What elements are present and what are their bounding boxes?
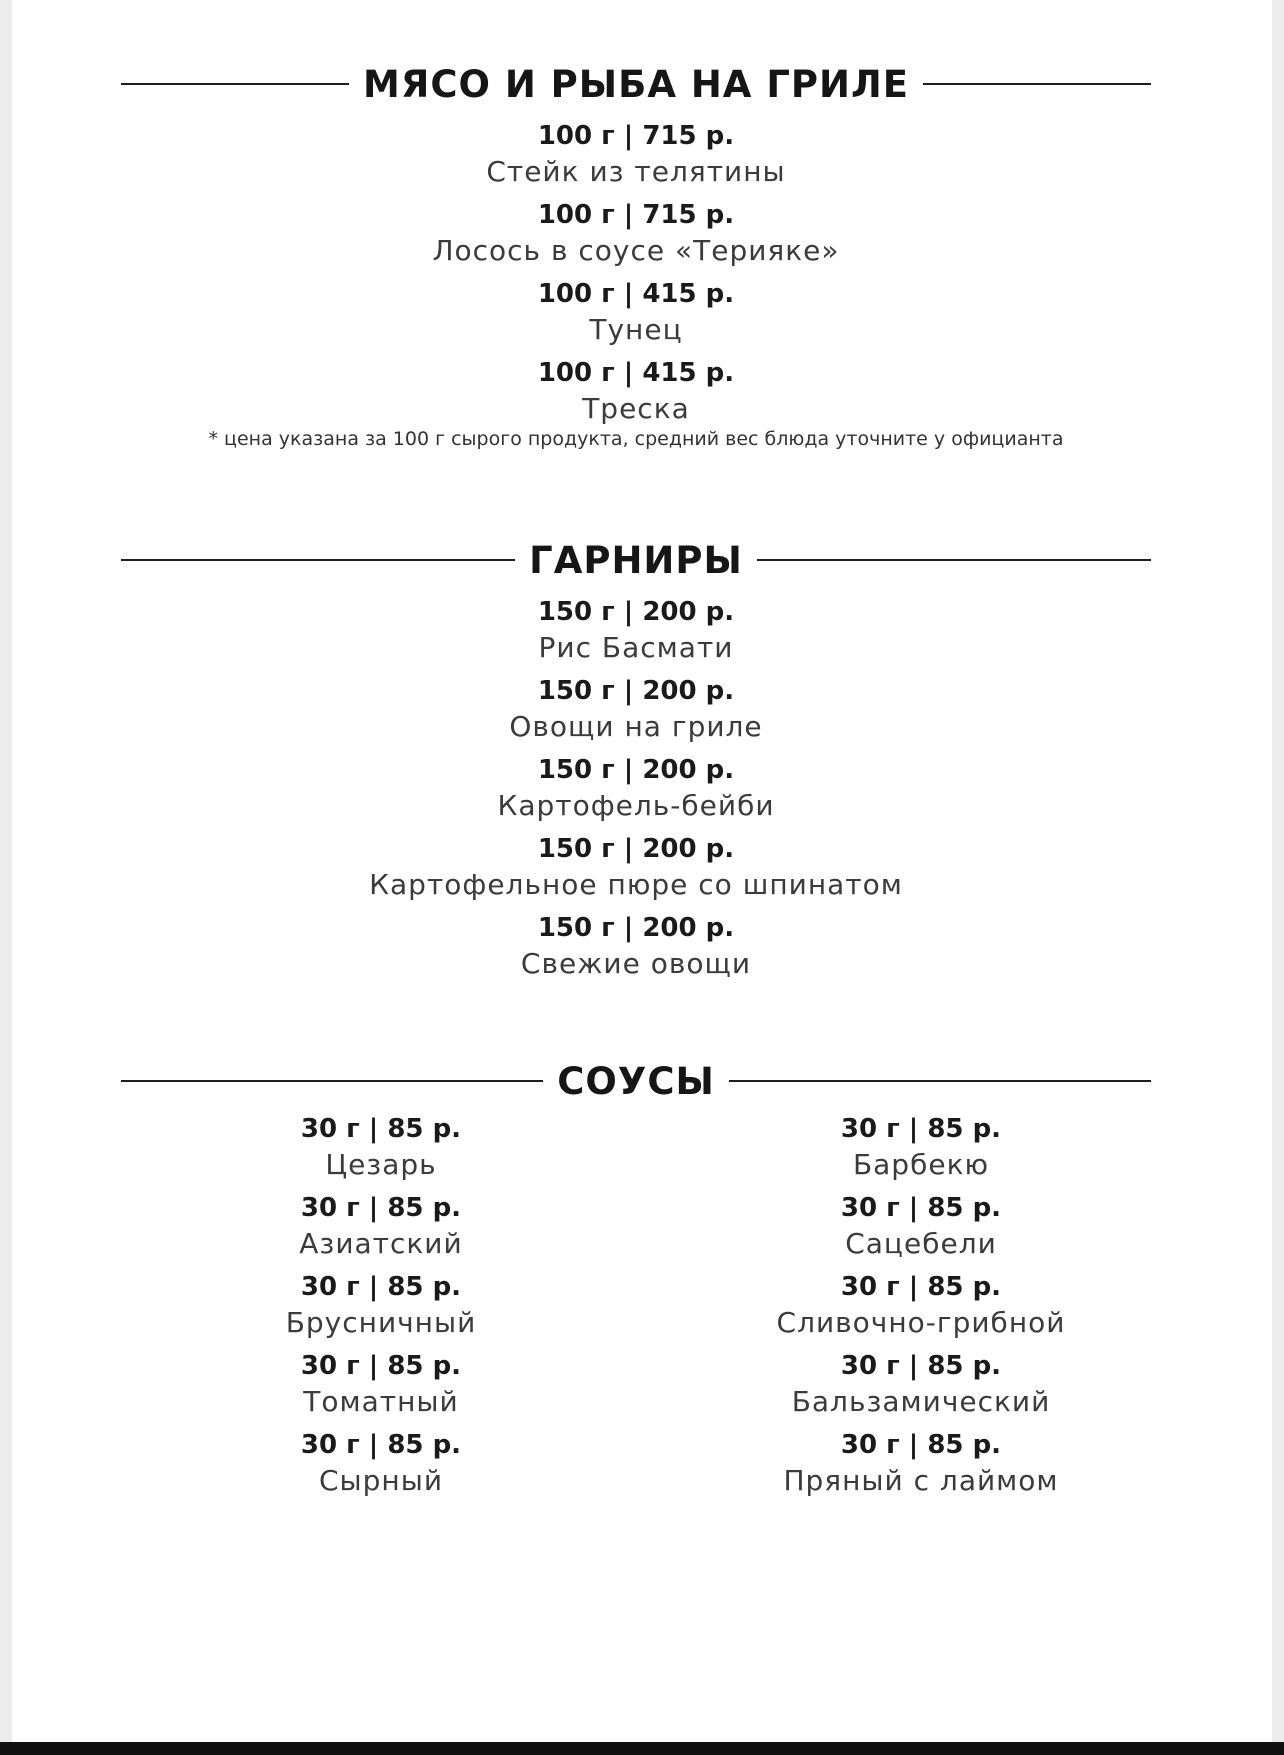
item-price: 30 г | 85 р. (840, 1351, 1002, 1381)
item-name: Свежие овощи (520, 947, 752, 980)
item-name: Стейк из телятины (486, 155, 786, 188)
item-price: 150 г | 200 р. (537, 676, 735, 706)
item-name: Рис Басмати (538, 631, 734, 664)
item-price: 30 г | 85 р. (300, 1351, 462, 1381)
item-price: 30 г | 85 р. (840, 1114, 1002, 1144)
menu-item (181, 1111, 581, 1190)
price-footnote: * цена указана за 100 г сырого продукта, средний вес блюда уточните у официанта (208, 428, 1064, 450)
bottom-edge-bar (0, 1742, 1284, 1755)
sauces-column-right (711, 1111, 1131, 1506)
menu-item (121, 752, 1151, 831)
item-price: 150 г | 200 р. (537, 913, 735, 943)
item-price: 150 г | 200 р. (537, 755, 735, 785)
item-price: 30 г | 85 р. (300, 1114, 462, 1144)
item-price: 30 г | 85 р. (300, 1193, 462, 1223)
item-name: Пряный с лаймом (783, 1464, 1059, 1497)
menu-item (121, 355, 1151, 434)
sides-items (121, 594, 1151, 989)
menu-item (121, 594, 1151, 673)
item-name: Бальзамический (791, 1385, 1051, 1418)
section-title: СОУСЫ (557, 1059, 715, 1103)
menu-item (121, 831, 1151, 910)
menu-item (181, 1269, 581, 1348)
menu-item (121, 276, 1151, 355)
item-price: 150 г | 200 р. (537, 597, 735, 627)
menu-item (121, 197, 1151, 276)
menu-item (711, 1190, 1131, 1269)
heading-rule-right (729, 1080, 1151, 1082)
section-title: МЯСО И РЫБА НА ГРИЛЕ (363, 62, 909, 106)
sauces-columns (121, 1111, 1151, 1506)
menu-item (711, 1427, 1131, 1506)
heading-rule-left (121, 1080, 543, 1082)
item-name: Томатный (303, 1385, 459, 1418)
section-heading (121, 54, 1151, 114)
item-price: 30 г | 85 р. (840, 1193, 1002, 1223)
menu-item (181, 1427, 581, 1506)
item-price: 100 г | 715 р. (537, 121, 735, 151)
menu-item (181, 1348, 581, 1427)
item-name: Барбекю (852, 1148, 990, 1181)
menu-item (711, 1348, 1131, 1427)
section-title: ГАРНИРЫ (529, 538, 743, 582)
section-heading (121, 1051, 1151, 1111)
item-name: Овощи на гриле (509, 710, 763, 743)
item-price: 100 г | 715 р. (537, 200, 735, 230)
item-price: 30 г | 85 р. (300, 1272, 462, 1302)
item-price: 30 г | 85 р. (300, 1430, 462, 1460)
item-price: 30 г | 85 р. (840, 1430, 1002, 1460)
item-name: Треска (582, 392, 690, 425)
menu-item (121, 673, 1151, 752)
item-name: Тунец (589, 313, 683, 346)
sauces-column-left (181, 1111, 581, 1506)
menu-item (121, 910, 1151, 989)
section-sides (121, 530, 1151, 989)
item-price: 100 г | 415 р. (537, 279, 735, 309)
item-price: 30 г | 85 р. (840, 1272, 1002, 1302)
item-name: Цезарь (325, 1148, 437, 1181)
menu-item (711, 1269, 1131, 1348)
heading-rule-left (121, 83, 349, 85)
item-price: 100 г | 415 р. (537, 358, 735, 388)
heading-rule-right (757, 559, 1151, 561)
menu-item (121, 118, 1151, 197)
grill-items (121, 118, 1151, 434)
item-name: Сацебели (845, 1227, 997, 1260)
item-price: 150 г | 200 р. (537, 834, 735, 864)
item-name: Сливочно-грибной (776, 1306, 1066, 1339)
item-name: Азиатский (299, 1227, 463, 1260)
item-name: Брусничный (285, 1306, 477, 1339)
section-grill (121, 54, 1151, 452)
item-name: Картофель-бейби (497, 789, 775, 822)
item-name: Сырный (318, 1464, 444, 1497)
menu-item (181, 1190, 581, 1269)
section-sauces (121, 1051, 1151, 1506)
heading-rule-left (121, 559, 515, 561)
section-heading (121, 530, 1151, 590)
item-name: Лосось в соусе «Терияке» (432, 234, 840, 267)
heading-rule-right (923, 83, 1151, 85)
item-name: Картофельное пюре со шпинатом (369, 868, 903, 901)
menu-item (711, 1111, 1131, 1190)
